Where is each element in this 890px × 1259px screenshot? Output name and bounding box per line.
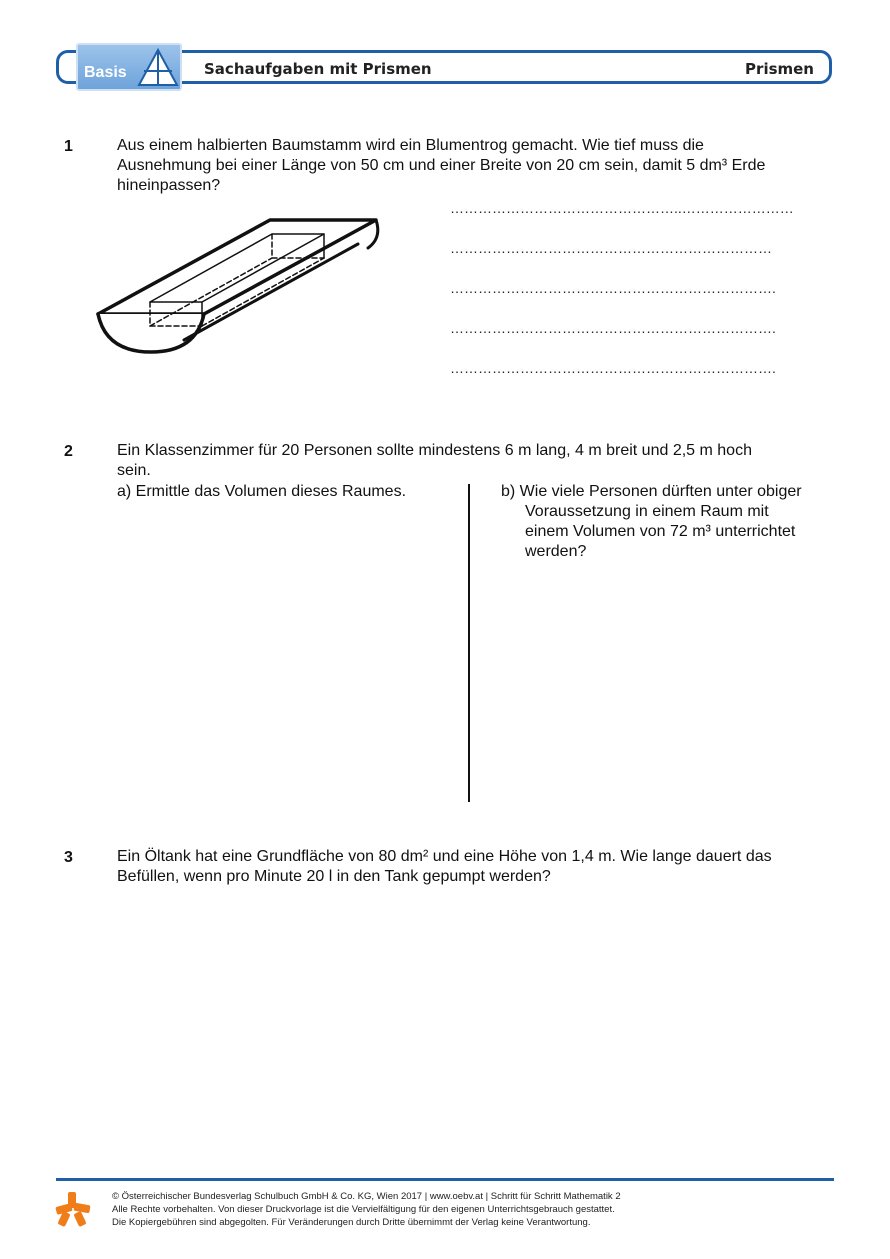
task-2-line: sein. [117,462,151,479]
answer-line: …………………………………………………………… [450,240,772,256]
task-3-line: Ein Öltank hat eine Grundfläche von 80 dm² und eine Höhe von 1,4 m. Wie lange dauert das [117,848,772,865]
task-2-text [117,441,752,481]
task-2-part-b-line: einem Volumen von 72 m³ unterrichtet [525,523,796,540]
footer-divider [56,1178,834,1181]
task-2-part-b [501,482,802,562]
task-2-part-a: a) Ermittle das Volumen dieses Raumes. [117,483,407,500]
answer-line: …………………………………………..…………………… [450,200,794,216]
footer-line: Die Kopiergebühren sind abgegolten. Für Veränderungen durch Dritte übernimmt der Verlag keine Verantwortung. [112,1217,591,1228]
task-2-part-b-line: Voraussetzung in einem Raum mit [525,503,769,520]
badge-label: Basis [84,64,127,81]
page-title: Sachaufgaben mit Prismen [204,60,432,78]
triangle-icon [136,47,180,89]
column-divider [468,484,470,802]
topic-label: Prismen [745,60,814,78]
task-3-text [117,847,772,887]
task-1-line: hineinpassen? [117,177,221,194]
task-1-line: Aus einem halbierten Baumstamm wird ein Blumentrog gemacht. Wie tief muss die [117,137,704,154]
task-1-text [117,136,765,196]
task-3-line: Befüllen, wenn pro Minute 20 l in den Tank gepumpt werden? [117,868,551,885]
task-1-line: Ausnehmung bei einer Länge von 50 cm und einer Breite von 20 cm sein, damit 5 dm³ Erde [117,157,766,174]
task-2-line: Ein Klassenzimmer für 20 Personen sollte mindestens 6 m lang, 4 m breit und 2,5 m hoch [117,442,752,459]
task-number-3: 3 [64,849,73,866]
footer-line: Alle Rechte vorbehalten. Von dieser Druckvorlage ist die Vervielfältigung für den eigenen Unterrichtsgebrauch gestattet. [112,1204,615,1215]
answer-line: ……………………………………………………………. [450,320,776,336]
answer-line: ……………………………………………………………. [450,360,776,376]
task-2-part-b-line: b) Wie viele Personen dürften unter obiger [501,483,802,500]
footer-line: © Österreichischer Bundesverlag Schulbuch GmbH & Co. KG, Wien 2017 | www.oebv.at | Schritt für Schritt Mathematik 2 [112,1191,621,1202]
task-2-part-b-line: werden? [525,543,587,560]
task-number-1: 1 [64,138,73,155]
footer-copyright [112,1190,621,1229]
answer-line: ……………………………………………………………. [450,280,776,296]
publisher-logo-icon [54,1190,92,1228]
task-number-2: 2 [64,443,73,460]
trough-illustration [92,212,382,362]
